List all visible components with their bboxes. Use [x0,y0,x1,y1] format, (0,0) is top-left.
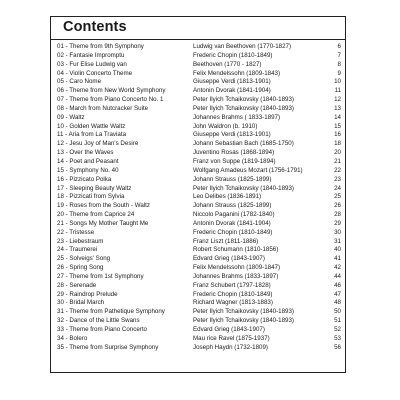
entry-title: 27 - Theme from 1st Symphony [57,272,144,280]
contents-entry [57,61,341,70]
entry-composer: Peter Ilyich Tchaikovsky (1840-1893) [193,96,294,104]
contents-entry [57,255,341,264]
contents-entry [57,229,341,238]
entry-page-number: 42 [334,264,341,272]
entry-composer: Mau rice Ravel (1875-1937) [193,334,270,342]
entry-page-number: 7 [337,51,341,59]
contents-entry [57,158,341,167]
entry-title: 22 - Tristesse [57,228,95,236]
entry-composer: Giuseppe Verdi (1813-1901) [193,131,271,139]
entry-composer: Edvard Grieg (1843-1907) [193,326,265,333]
entry-composer: Johann Strauss (1825-1899) [193,175,272,183]
entry-page-number: 15 [334,122,341,130]
entry-title: 31 - Theme from Pathetique Symphony [57,308,165,316]
entry-title: 17 - Sleeping Beauty Waltz [57,184,132,192]
contents-entry [57,185,341,194]
contents-entry [57,220,341,229]
contents-entry [57,193,341,202]
entry-title: 35 - Theme from Surprise Symphony [57,343,159,351]
entry-page-number: 24 [334,184,341,192]
entry-page-number: 46 [334,281,341,289]
contents-entry [57,238,341,247]
entry-title: 26 - Spring Song [57,264,104,272]
entry-composer: Richard Wagner (1813-1883) [193,299,273,307]
entry-page-number: 21 [334,157,341,165]
entry-title: 12 - Jesu Joy of Man's Desire [57,140,139,148]
entry-title: 02 - Fantasie Impromptu [57,51,125,59]
entry-page-number: 26 [334,202,341,210]
entry-composer: Niccolo Paganini (1782-1840) [193,211,275,219]
contents-entry [57,167,341,176]
entry-title: 28 - Serenade [57,281,97,289]
contents-entry [57,123,341,132]
entry-title: 24 - Traumerei [57,246,98,254]
entry-composer: Ludwig van Beethoven (1770-1827) [193,43,292,50]
entry-composer: Joseph Haydn (1732-1809) [193,343,268,351]
entry-title: 01 - Theme from 9th Symphony [57,43,144,50]
entry-page-number: 31 [334,237,341,245]
entry-composer: Felix Mendelssohn (1809-1843) [193,69,281,77]
entry-title: 19 - Roses from the South - Waltz [57,202,150,210]
contents-entry [57,131,341,140]
entry-title: 32 - Dance of the Little Swans [57,317,140,325]
contents-entry [57,211,341,220]
entry-page-number: 52 [334,326,341,333]
entry-composer: Felix Mendelssohn (1809-1847) [193,264,281,272]
entry-title: 16 - Pizzicato Polka [57,175,112,183]
entry-title: 18 - Pizzicati from Sylvia [57,193,125,201]
entry-title: 20 - Theme from Caprice 24 [57,211,135,219]
entry-composer: Wolfgang Amadeus Mozart (1756-1791) [193,166,303,174]
entry-page-number: 22 [334,166,341,174]
entry-page-number: 10 [334,78,341,86]
contents-page [50,16,346,373]
contents-entry [57,344,341,353]
entry-composer: Johann Sebastian Bach (1685-1750) [193,140,294,148]
entry-page-number: 16 [334,131,341,139]
entry-composer: Franz Schubert (1797-1828) [193,281,271,289]
entry-composer: Robert Schumann (1810-1856) [193,246,279,254]
entry-title: 11 - Aria from La Traviata [57,131,127,139]
entry-title: 14 - Poet and Peasant [57,157,119,165]
entry-title: 03 - Fur Elise Ludwig van [57,60,127,68]
entry-title: 23 - Liebestraum [57,237,104,245]
contents-entry [57,317,341,326]
entry-title: 06 - Theme from New World Symphony [57,87,166,95]
entry-composer: Johannes Brahms (1833-1897) [193,272,279,280]
entry-page-number: 29 [334,219,341,227]
entry-title: 07 - Theme from Piano Concerto No. 1 [57,96,164,104]
entry-page-number: 25 [334,193,341,201]
entry-page-number: 14 [334,113,341,121]
entry-page-number: 47 [334,290,341,298]
entry-page-number: 48 [334,299,341,307]
entry-page-number: 18 [334,140,341,148]
contents-entry [57,335,341,344]
contents-entry [57,52,341,61]
contents-entry [57,43,341,52]
entry-composer: Franz Liszt (1811-1886) [193,237,259,245]
entry-title: 30 - Bridal March [57,299,105,307]
entry-page-number: 51 [334,317,341,325]
entry-composer: Peter Ilyich Tchaikovsky (1840-1893) [193,184,294,192]
contents-list [57,43,341,353]
entry-composer: Johannes Brahms ( 1833-1897) [193,113,281,121]
contents-entry [57,273,341,282]
contents-entry [57,299,341,308]
entry-title: 05 - Caro Nome [57,78,102,86]
entry-title: 08 - March from Nutcracker Suite [57,104,149,112]
entry-page-number: 8 [337,60,341,68]
contents-entry [57,78,341,87]
contents-entry [57,140,341,149]
entry-page-number: 9 [337,69,341,77]
contents-entry [57,308,341,317]
entry-page-number: 20 [334,149,341,157]
entry-page-number: 6 [337,43,341,50]
entry-page-number: 53 [334,334,341,342]
entry-page-number: 56 [334,343,341,351]
entry-composer: Antonin Dvorak (1841-1904) [193,87,271,95]
entry-composer: Beethoven (1770 - 1827) [193,60,262,68]
entry-title: 09 - Waltz [57,113,85,121]
page-title: Contents [63,19,127,35]
contents-entry [57,246,341,255]
entry-page-number: 40 [334,246,341,254]
entry-composer: Franz von Suppe (1819-1894) [193,157,276,165]
contents-entry [57,282,341,291]
entry-composer: Peter Ilyich Tchaikovsky (1840-1893) [193,317,294,325]
entry-page-number: 50 [334,308,341,316]
entry-composer: Frederic Chopin (1810-1849) [193,290,273,298]
entry-title: 34 - Bolero [57,334,88,342]
contents-entry [57,114,341,123]
entry-composer: Antonin Dvorak (1841-1904) [193,219,271,227]
contents-entry [57,264,341,273]
entry-composer: Peter Ilyich Tchaikovsky (1840-1893) [193,308,294,316]
entry-composer: Giuseppe Verdi (1813-1901) [193,78,271,86]
entry-composer: Edvard Grieg (1843-1907) [193,255,265,263]
contents-entry [57,176,341,185]
entry-title: 10 - Golden Wattle Waltz [57,122,126,130]
contents-entry [57,105,341,114]
entry-page-number: 13 [334,104,341,112]
heading-divider [51,39,345,40]
contents-entry [57,96,341,105]
entry-composer: Frederic Chopin (1810-1849) [193,51,273,59]
entry-composer: Juventino Rosas (1868-1894) [193,149,275,157]
entry-page-number: 28 [334,211,341,219]
entry-title: 15 - Symphony No. 40 [57,166,119,174]
contents-entry [57,149,341,158]
entry-title: 25 - Solveigs' Song [57,255,111,263]
entry-title: 29 - Raindrop Prelude [57,290,118,298]
entry-title: 04 - Violin Concerto Theme [57,69,133,77]
entry-composer: Frederic Chopin (1810-1849) [193,228,273,236]
entry-composer: Peter Ilyich Tchaikovsky (1840-1893) [193,104,294,112]
entry-page-number: 30 [334,228,341,236]
entry-composer: Johann Strauss (1825-1899) [193,202,272,210]
entry-title: 33 - Theme from Piano Concerto [57,326,147,333]
entry-page-number: 12 [334,96,341,104]
contents-entry [57,326,341,335]
entry-page-number: 11 [334,87,341,95]
entry-composer: John Waldron (b. 1910) [193,122,258,130]
contents-entry [57,202,341,211]
entry-composer: Leo Delibes (1836-1891) [193,193,262,201]
entry-title: 21 - Songs My Mother Taught Me [57,219,149,227]
contents-entry [57,291,341,300]
contents-entry [57,70,341,79]
entry-page-number: 23 [334,175,341,183]
entry-page-number: 41 [334,255,341,263]
contents-entry [57,87,341,96]
entry-page-number: 44 [334,272,341,280]
entry-title: 13 - Over the Waves [57,149,114,157]
